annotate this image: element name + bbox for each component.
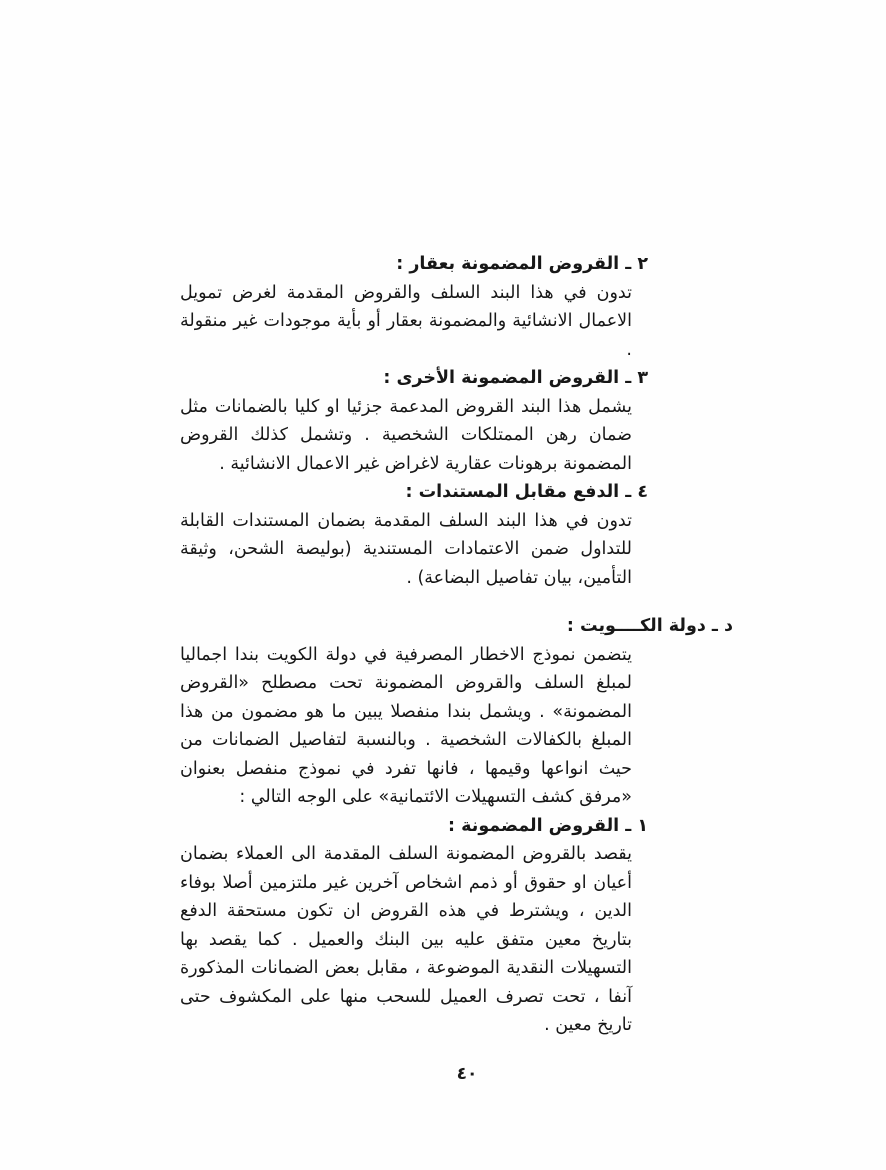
heading-payment-against-documents: ٤ ـ الدفع مقابل المستندات : [405, 482, 648, 502]
paragraph-kuwait-reporting-model: يتضمن نموذج الاخطار المصرفية في دولة الكويت بندا اجماليا لمبلغ السلف والقروض المضمونة تحت مصطلح «القروض المضمونة» . ويشمل بندا منفصلا يبين ما هو مضمون من هذا المبلغ بالكفالات الشخصية . وبالنسبة لتفاصيل الضمانات من حيث انواعها وقيمها ، فانها تفرد في نموذج منفصل بعنوان «مرفق كشف التسهيلات الائتمانية» على الوجه التالي : [180, 644, 632, 807]
heading-secured-loans: ١ ـ القروض المضمونة : [448, 815, 648, 836]
page-number: ٤٠ [456, 1064, 478, 1084]
heading-other-secured-loans: ٣ ـ القروض المضمونة الأخرى : [383, 368, 648, 388]
heading-state-of-kuwait: د ـ دولة الكــــويت : [566, 616, 733, 636]
document-text-block [180, 250, 733, 1040]
paragraph-payment-against-documents: تدون في هذا البند السلف المقدمة بضمان المستندات القابلة للتداول ضمن الاعتمادات المستندية (بوليصة الشحن، وثيقة التأمين، بيان تفاصيل البضاعة) . [180, 510, 632, 588]
heading-loans-secured-by-realestate: ٢ ـ القروض المضمونة بعقار : [396, 254, 648, 274]
paragraph-other-secured-loans: يشمل هذا البند القروض المدعمة جزئيا او كليا بالضمانات مثل ضمان رهن الممتلكات الشخصية . وتشمل كذلك القروض المضمونة برهونات عقارية لاغراض غير الاعمال الانشائية . [180, 396, 632, 474]
paragraph-realestate-loans: تدون في هذا البند السلف والقروض المقدمة لغرض تمويل الاعمال الانشائية والمضمونة بعقار أو بأية موجودات غير منقولة . [180, 282, 632, 360]
paragraph-secured-loans-definition: يقصد بالقروض المضمونة السلف المقدمة الى العملاء بضمان أعيان او حقوق أو ذمم اشخاص آخرين غير ملتزمين أصلا بوفاء الدين ، ويشترط في هذه القروض ان تكون مستحقة الدفع بتاريخ معين متفق عليه بين البنك والعميل . كما يقصد بها التسهيلات النقدية الموضوعة ، مقابل بعض الضمانات المذكورة آنفا ، تحت تصرف العميل للسحب منها على المكشوف حتى تاريخ معين . [180, 844, 632, 1035]
